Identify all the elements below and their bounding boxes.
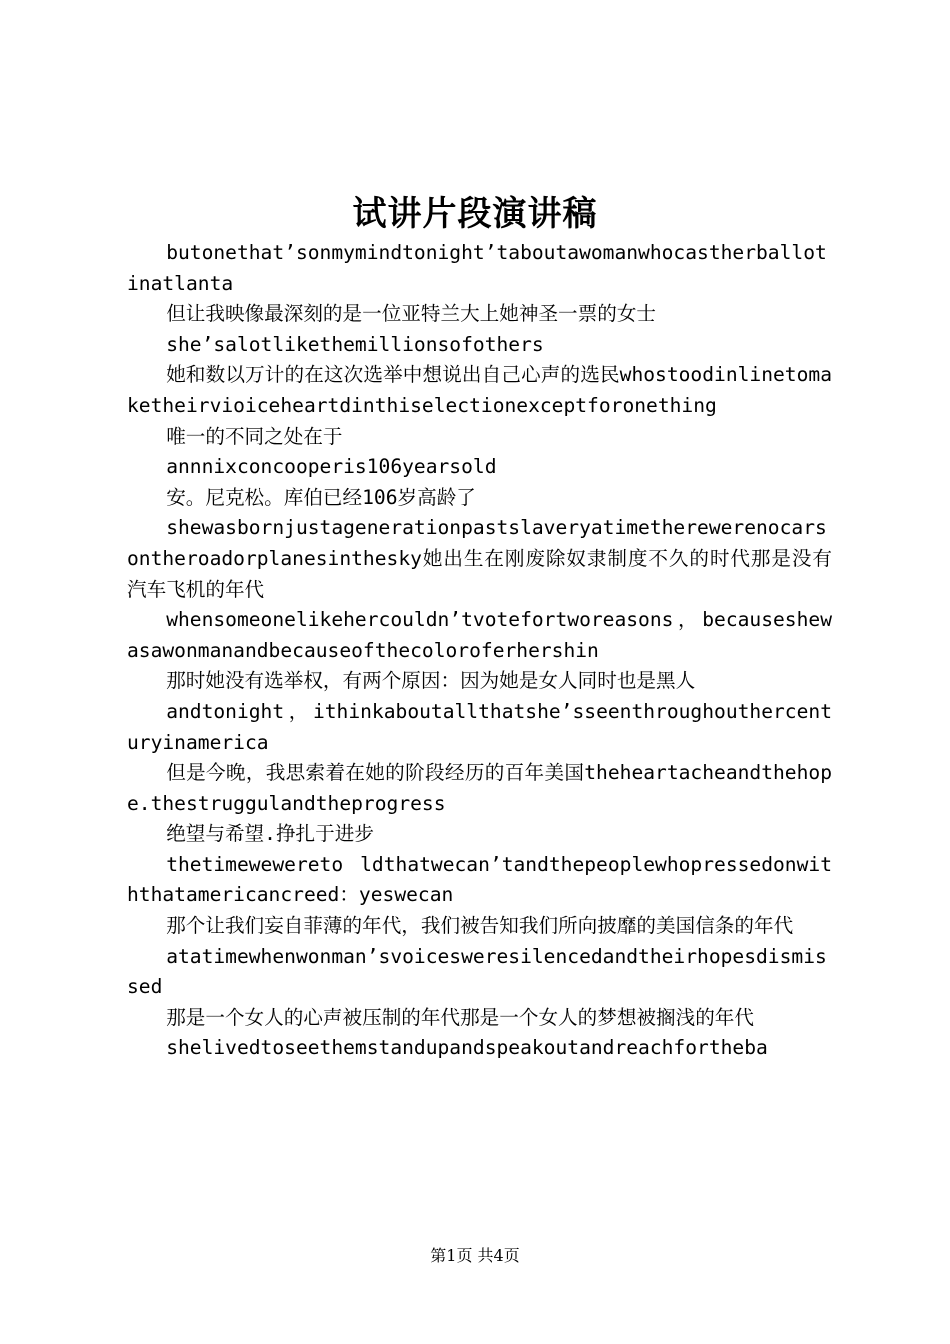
paragraph: 安。尼克松。库伯已经106岁高龄了	[166, 485, 476, 509]
paragraph: atatimewhenwonman’svoicesweresilencedandtheirhopesdismissed	[127, 944, 827, 999]
paragraph: 那时她没有选举权，有两个原因：因为她是女人同时也是黑人	[166, 669, 696, 693]
paragraph: 那是一个女人的心声被压制的年代那是一个女人的梦想被搁浅的年代	[166, 1005, 754, 1029]
paragraph: 但让我映像最深刻的是一位亚特兰大上她神圣一票的女士	[166, 302, 657, 326]
page-number: 第1页 共4页	[430, 1246, 520, 1265]
paragraph: 那个让我们妄自菲薄的年代，我们被告知我们所向披靡的美国信条的年代	[166, 914, 794, 938]
paragraph: 唯一的不同之处在于	[166, 424, 343, 448]
paragraph: whensomeonelikehercouldn’tvotefortworeasons，becauseshewasawonmanandbecauseofthecoloroferhershin	[127, 608, 832, 662]
paragraph: annnixconcooperis106yearsold	[166, 455, 497, 479]
paragraph: shewasbornjustagenerationpastslaveryatimetherewerenocarsontheroadorplanesinthesky她出生在刚废除奴隶制度不久的时代那是没有汽车飞机的年代	[127, 516, 832, 601]
paragraph: thetimewewereto ldthatwecan’tandthepeoplewhopressedonwiththatamericancreed：yeswecan	[127, 852, 832, 907]
paragraph: 她和数以万计的在这次选举中想说出自己心声的选民whostoodinlinetomaketheirvioiceheartdinthiselectionexceptforonething	[127, 363, 832, 417]
paragraph: 绝望与希望.挣扎于进步	[166, 822, 374, 846]
paragraph: butonethat’sonmymindtonight’taboutawomanwhocastherballotinatlanta	[127, 241, 827, 295]
paragraph: she’salotlikethemillionsofothers	[166, 332, 544, 356]
paragraph: 但是今晚，我思索着在她的阶段经历的百年美国theheartacheandthehope.thestruggulandtheprogress	[127, 761, 832, 815]
document-body	[127, 238, 832, 1064]
paragraph: shelivedtoseethemstandupandspeakoutandreachfortheba	[166, 1036, 768, 1060]
paragraph: andtonight，ithinkaboutallthatshe’sseenthroughouthercenturyinamerica	[127, 699, 832, 754]
document-title: 试讲片段演讲稿	[352, 194, 598, 234]
